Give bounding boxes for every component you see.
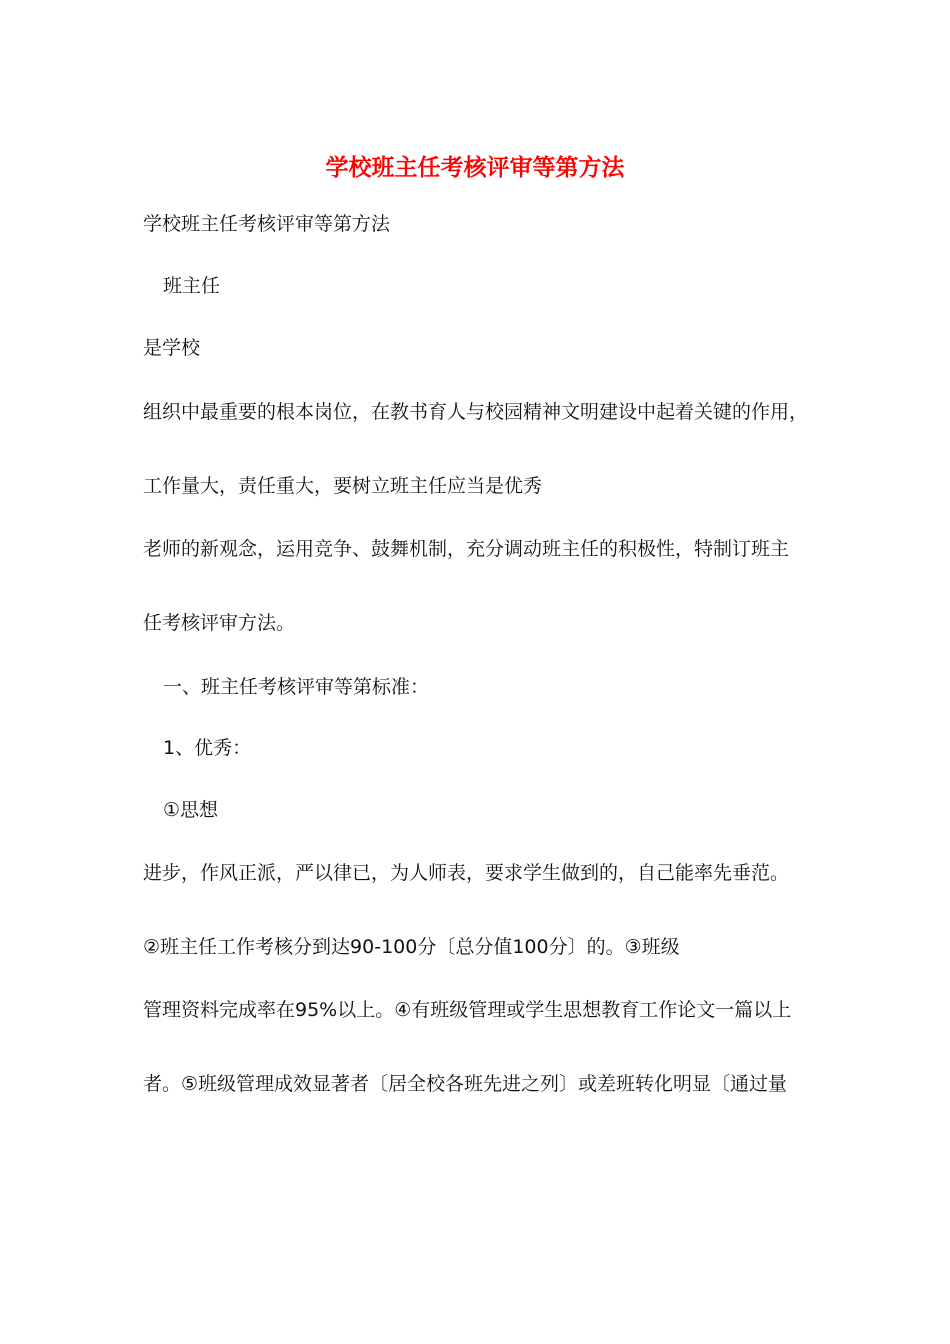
- section-heading: 一、班主任考核评审等第标准：: [163, 676, 430, 698]
- paragraph-line: ②班主任工作考核分到达90-100分〔总分值100分〕的。③班级: [143, 936, 680, 958]
- list-item-marker: ①思想: [163, 799, 219, 821]
- paragraph-line: 管理资料完成率在95%以上。④有班级管理或学生思想教育工作论文一篇以上: [143, 999, 792, 1021]
- document-title: 学校班主任考核评审等第方法: [325, 154, 625, 181]
- subsection-heading: 1、优秀：: [163, 737, 252, 759]
- paragraph-line: 是学校: [143, 337, 201, 359]
- paragraph-line: 老师的新观念，运用竞争、鼓舞机制，充分调动班主任的积极性，特制订班主: [143, 538, 790, 560]
- subtitle-line: 学校班主任考核评审等第方法: [143, 213, 391, 235]
- paragraph-line: 班主任: [163, 275, 221, 297]
- paragraph-line: 组织中最重要的根本岗位，在教书育人与校园精神文明建设中起着关键的作用，: [143, 401, 809, 423]
- paragraph-line: 工作量大，责任重大，要树立班主任应当是优秀: [143, 475, 543, 497]
- paragraph-line: 任考核评审方法。: [143, 612, 296, 634]
- paragraph-line: 者。⑤班级管理成效显著者〔居全校各班先进之列〕或差班转化明显〔通过量: [143, 1073, 788, 1095]
- paragraph-line: 进步，作风正派，严以律已，为人师表，要求学生做到的，自己能率先垂范。: [143, 862, 790, 884]
